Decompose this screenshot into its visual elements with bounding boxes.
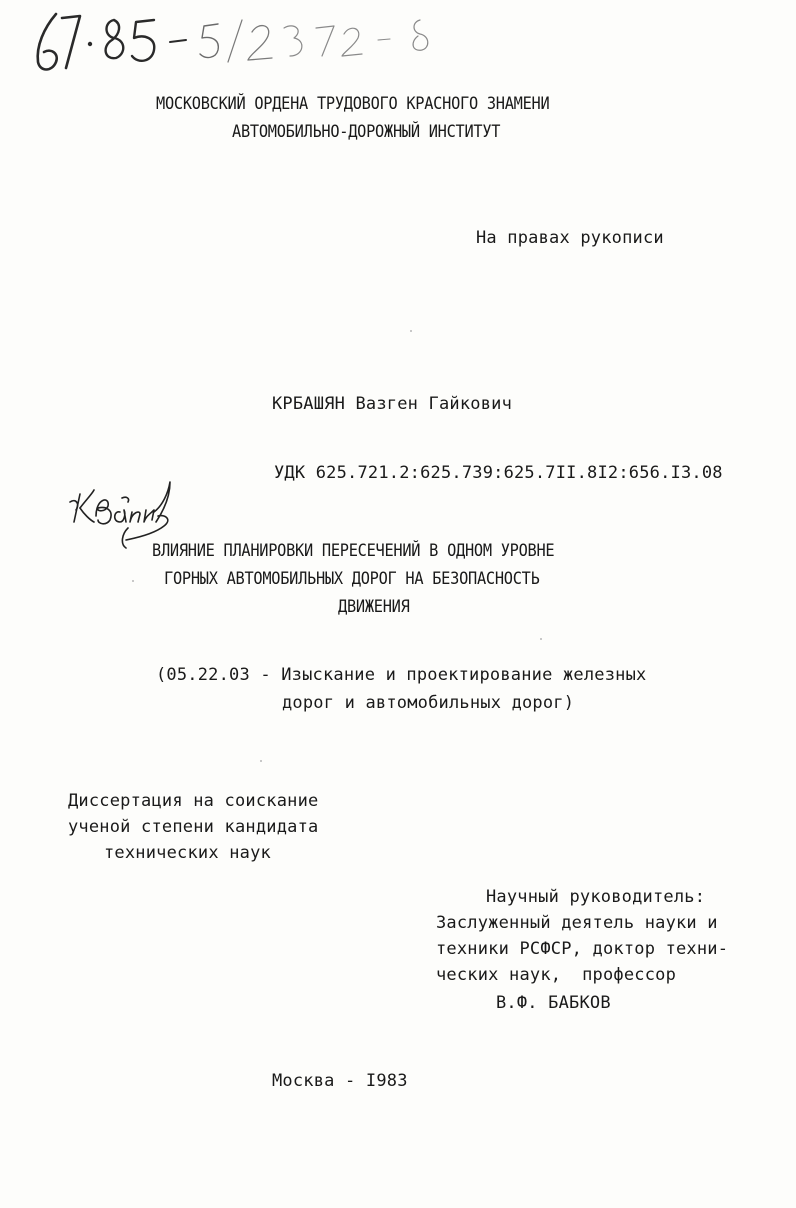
title-line-1: ВЛИЯНИЕ ПЛАНИРОВКИ ПЕРЕСЕЧЕНИЙ В ОДНОМ УРОВНЕ (152, 541, 555, 561)
supervisor-heading: Научный руководитель: (486, 887, 706, 907)
dissertation-line-2: ученой степени кандидата (68, 817, 319, 837)
manuscript-rights-note: На правах рукописи (476, 228, 664, 248)
scan-speck (260, 760, 262, 762)
supervisor-line-3: техники РСФСР, доктор техни- (436, 939, 729, 959)
author-name: КРБАШЯН Вазген Гайкович (272, 394, 513, 414)
title-line-2: ГОРНЫХ АВТОМОБИЛЬНЫХ ДОРОГ НА БЕЗОПАСНОСТЬ (164, 569, 540, 589)
institution-line-1: МОСКОВСКИЙ ОРДЕНА ТРУДОВОГО КРАСНОГО ЗНАМЕНИ (156, 94, 550, 114)
scan-speck (540, 638, 542, 640)
handwritten-archive-mark (28, 6, 508, 80)
udc-code: УДК 625.721.2:625.739:625.7II.8I2:656.I3.08 (274, 463, 723, 483)
handwritten-signature (66, 476, 186, 550)
institution-line-2: АВТОМОБИЛЬНО-ДОРОЖНЫЙ ИНСТИТУТ (232, 122, 501, 142)
specialty-line-2: дорог и автомобильных дорог) (282, 693, 575, 713)
scan-speck (132, 580, 134, 582)
supervisor-name: В.Ф. БАБКОВ (496, 993, 611, 1013)
specialty-line-1: (05.22.03 - Изыскание и проектирование железных (156, 665, 647, 685)
supervisor-line-4: ческих наук, профессор (436, 965, 677, 985)
place-and-year: Москва - I983 (272, 1071, 408, 1091)
title-line-3: ДВИЖЕНИЯ (338, 597, 410, 617)
supervisor-line-2: Заслуженный деятель науки и (436, 913, 718, 933)
scan-speck (410, 330, 412, 332)
dissertation-line-1: Диссертация на соискание (68, 791, 319, 811)
dissertation-line-3: технических наук (104, 843, 271, 863)
